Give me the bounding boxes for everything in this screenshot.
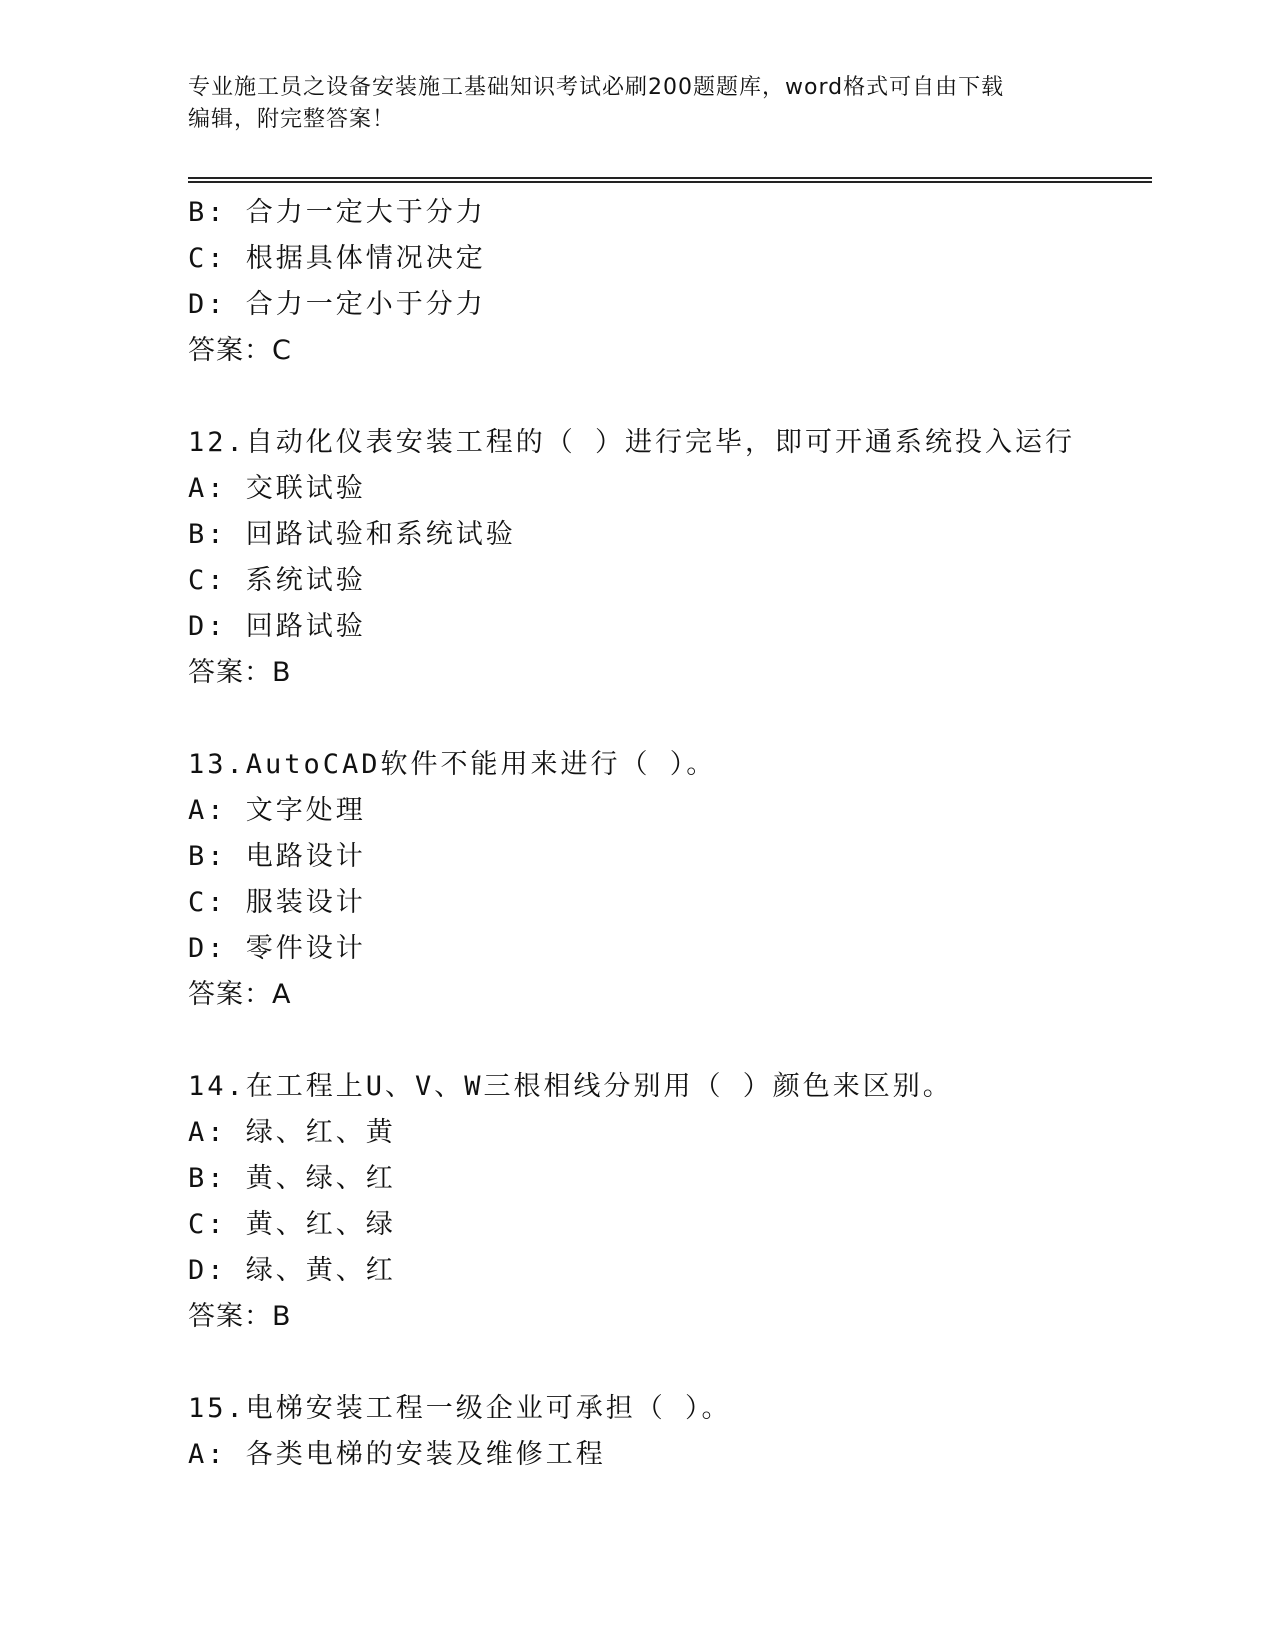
q13-option-b: B: 电路设计 xyxy=(188,841,366,872)
q12-option-c: C: 系统试验 xyxy=(188,565,366,596)
q11-option-d: D: 合力一定小于分力 xyxy=(188,289,486,320)
q13-option-d: D: 零件设计 xyxy=(188,933,366,964)
q11-option-c: C: 根据具体情况决定 xyxy=(188,243,486,274)
header-divider xyxy=(188,177,1152,183)
question-list xyxy=(188,190,1148,1478)
document-header xyxy=(188,72,1068,136)
q13-option-a: A: 文字处理 xyxy=(188,795,366,826)
q11-answer: 答案：C xyxy=(188,335,292,366)
q12-option-a: A: 交联试验 xyxy=(188,473,366,504)
q14-option-a: A: 绿、红、黄 xyxy=(188,1117,396,1148)
question-11 xyxy=(188,190,1148,374)
spacer xyxy=(188,1340,1148,1386)
q15-option-a: A: 各类电梯的安装及维修工程 xyxy=(188,1439,606,1470)
q11-option-b: B: 合力一定大于分力 xyxy=(188,197,486,228)
q14-option-c: C: 黄、红、绿 xyxy=(188,1209,396,1240)
question-13 xyxy=(188,742,1148,1018)
q15-question: 15.电梯安装工程一级企业可承担（ ）。 xyxy=(188,1393,732,1424)
header-title-line2: 编辑，附完整答案！ xyxy=(188,107,396,132)
q13-answer: 答案：A xyxy=(188,979,292,1010)
q13-option-c: C: 服装设计 xyxy=(188,887,366,918)
q13-question: 13.AutoCAD软件不能用来进行（ ）。 xyxy=(188,749,717,780)
spacer xyxy=(188,1018,1148,1064)
question-15 xyxy=(188,1386,1148,1478)
q14-question: 14.在工程上U、V、W三根相线分别用（ ）颜色来区别。 xyxy=(188,1071,953,1102)
spacer xyxy=(188,374,1148,420)
question-12 xyxy=(188,420,1148,696)
q12-question: 12.自动化仪表安装工程的（ ）进行完毕，即可开通系统投入运行 xyxy=(188,427,1076,458)
q12-option-b: B: 回路试验和系统试验 xyxy=(188,519,516,550)
spacer xyxy=(188,696,1148,742)
q14-option-d: D: 绿、黄、红 xyxy=(188,1255,396,1286)
q12-option-d: D: 回路试验 xyxy=(188,611,366,642)
q14-option-b: B: 黄、绿、红 xyxy=(188,1163,396,1194)
header-title-line1: 专业施工员之设备安装施工基础知识考试必刷200题题库，word格式可自由下载 xyxy=(188,75,1005,100)
question-14 xyxy=(188,1064,1148,1340)
q14-answer: 答案：B xyxy=(188,1301,292,1332)
q12-answer: 答案：B xyxy=(188,657,292,688)
